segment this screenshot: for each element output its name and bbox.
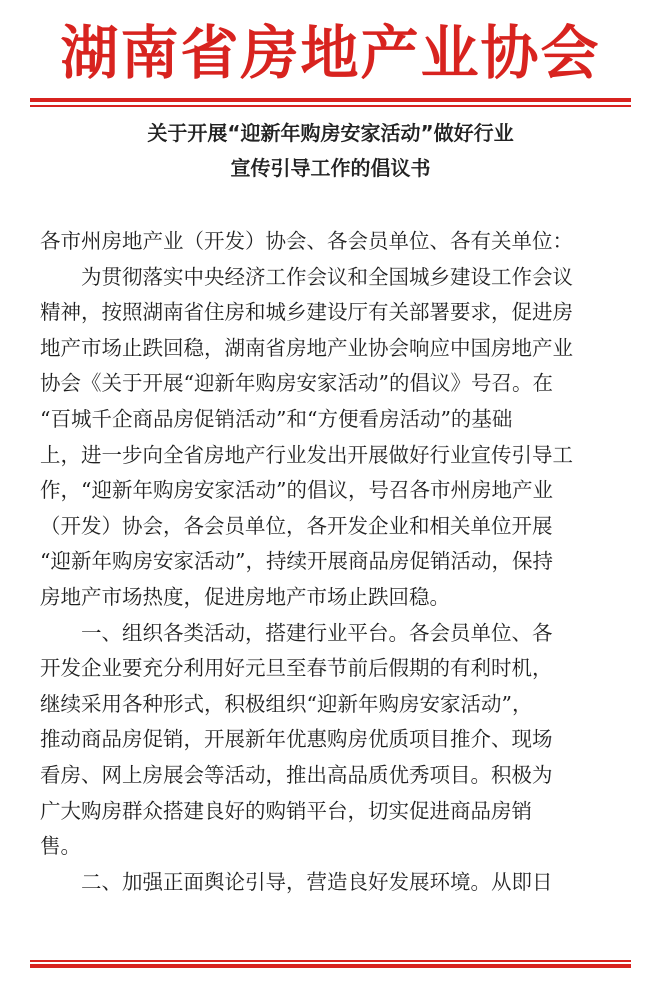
letterhead-red-rule-thick xyxy=(30,98,631,102)
paragraph-2-line: 继续采用各种形式，积极组织“迎新年购房安家活动”， xyxy=(40,691,533,716)
paragraph-1-line: 房地产市场热度，促进房地产市场止跌回稳。 xyxy=(40,584,450,609)
paragraph-1-line: 上，进一步向全省房地产行业发出开展做好行业宣传引导工 xyxy=(40,442,573,467)
paragraph-1-line: 协会《关于开展“迎新年购房安家活动”的倡议》号召。在 xyxy=(40,371,553,396)
paragraph-2-line: 售。 xyxy=(40,834,81,859)
footer-red-rule-thick xyxy=(30,964,631,968)
paragraph-1-line: “百城千企商品房促销活动”和“方便看房活动”的基础 xyxy=(40,406,513,431)
paragraph-2-line: 推动商品房促销，开展新年优惠购房优质项目推介、现场 xyxy=(40,727,553,752)
paragraph-1-line: 作，“迎新年购房安家活动”的倡议，号召各市州房地产业 xyxy=(40,478,553,503)
paragraph-1-line: （开发）协会，各会员单位，各开发企业和相关单位开展 xyxy=(40,513,553,538)
paragraph-2-line: 一、组织各类活动，搭建行业平台。各会员单位、各 xyxy=(81,620,553,645)
letterhead-org-name: 湖南省房地产业协会 xyxy=(60,19,601,87)
paragraph-1-line: “迎新年购房安家活动”，持续开展商品房促销活动，保持 xyxy=(40,549,553,574)
paragraph-1-line: 为贯彻落实中央经济工作会议和全国城乡建设工作会议 xyxy=(81,264,573,289)
paragraph-1-line: 地产市场止跌回稳，湖南省房地产业协会响应中国房地产业 xyxy=(40,335,573,360)
document-body xyxy=(40,224,625,900)
footer-red-rule-thin xyxy=(30,960,631,962)
paragraph-3-line: 二、加强正面舆论引导，营造良好发展环境。从即日 xyxy=(81,869,553,894)
document-title-line-2: 宣传引导工作的倡议书 xyxy=(230,156,431,180)
salutation: 各市州房地产业（开发）协会、各会员单位、各有关单位： xyxy=(40,229,573,253)
paragraph-2-line: 开发企业要充分利用好元旦至春节前后假期的有利时机， xyxy=(40,656,553,681)
document-title-line-1: 关于开展“迎新年购房安家活动”做好行业 xyxy=(147,121,514,145)
paragraph-1-line: 精神，按照湖南省住房和城乡建设厅有关部署要求，促进房 xyxy=(40,300,573,325)
letterhead-red-rule-thin xyxy=(30,105,631,107)
paragraph-2-line: 看房、网上房展会等活动，推出高品质优秀项目。积极为 xyxy=(40,762,553,787)
paragraph-2-line: 广大购房群众搭建良好的购销平台，切实促进商品房销 xyxy=(40,798,532,823)
